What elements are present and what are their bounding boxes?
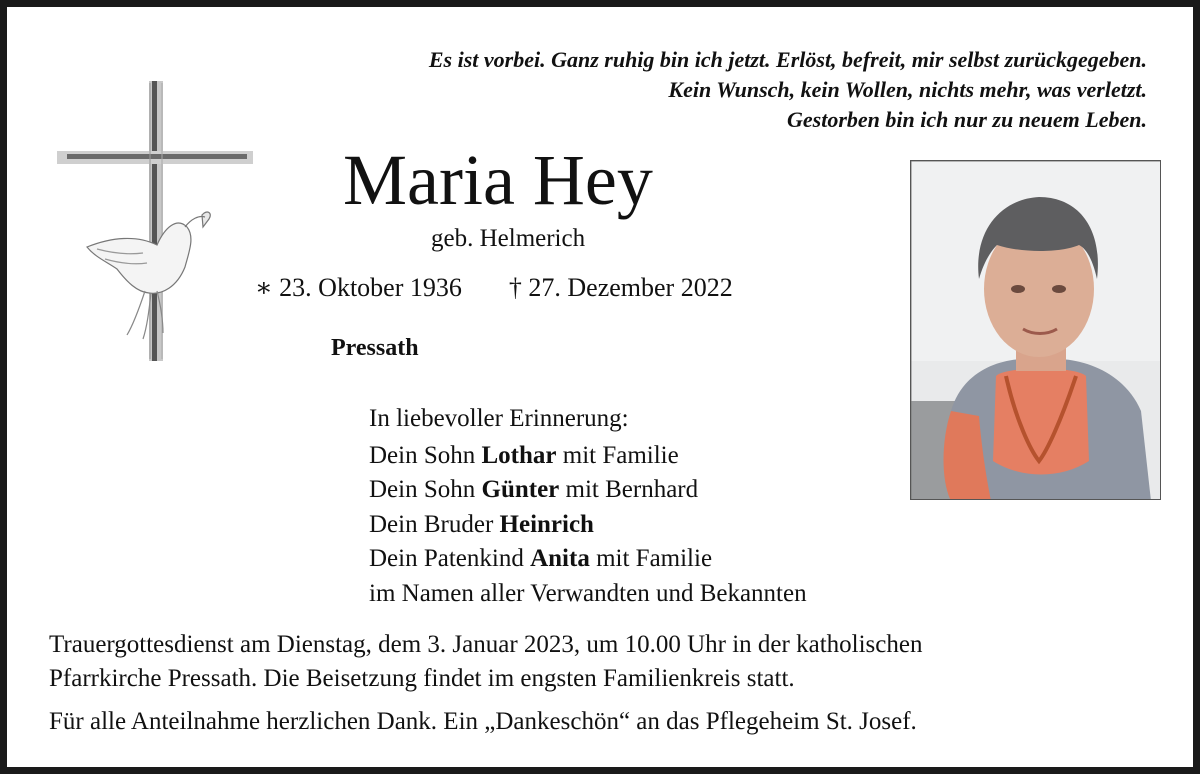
mourner-line: Dein Patenkind Anita mit Familie <box>369 545 713 572</box>
poem-line-1: Es ist vorbei. Ganz ruhig bin ich jetzt. Erlöst, befreit, mir selbst zurückgegeben. <box>428 47 1147 72</box>
hometown: Pressath <box>331 335 419 361</box>
birth-name: geb. Helmerich <box>431 225 586 252</box>
death-dagger-icon: † <box>508 273 522 302</box>
thanks-note: Für alle Anteilnahme herzlichen Dank. Ein „Dankeschön“ an das Pflegeheim St. Josef. <box>49 708 917 735</box>
mourner-line: Dein Bruder Heinrich <box>369 510 594 538</box>
mourner-name: Günter <box>481 476 560 503</box>
funeral-service-info <box>49 628 922 696</box>
mourners-intro: In liebevoller Erinnerung: <box>369 405 629 432</box>
birth-date: 23. Oktober 1936 <box>279 273 462 302</box>
mourners-closing: im Namen aller Verwandten und Bekannten <box>369 579 807 607</box>
cross-icon <box>57 81 253 361</box>
mourner-line: Dein Sohn Günter mit Bernhard <box>369 476 699 503</box>
mourner-line: Dein Sohn Lothar mit Familie <box>369 441 679 469</box>
mourner-name: Heinrich <box>499 510 594 538</box>
life-dates <box>255 273 733 303</box>
death-date: 27. Dezember 2022 <box>528 273 733 302</box>
poem <box>429 45 1147 135</box>
mourners-list <box>369 402 807 611</box>
service-line-1: Trauergottesdienst am Dienstag, dem 3. Januar 2023, um 10.00 Uhr in der katholischen <box>49 631 923 658</box>
portrait-image <box>911 161 1161 500</box>
portrait-photo <box>910 160 1161 500</box>
service-line-2: Pfarrkirche Pressath. Die Beisetzung findet im engsten Familienkreis statt. <box>49 665 795 692</box>
deceased-name: Maria Hey <box>343 140 653 220</box>
birth-star-icon: ∗ <box>255 273 273 302</box>
mourner-name: Lothar <box>481 441 557 469</box>
mourner-name: Anita <box>530 545 590 572</box>
poem-line-3: Gestorben bin ich nur zu neuem Leben. <box>787 107 1147 132</box>
dove-icon <box>87 212 210 339</box>
cross-with-dove-illustration <box>57 77 267 367</box>
poem-line-2: Kein Wunsch, kein Wollen, nichts mehr, was verletzt. <box>668 77 1147 102</box>
